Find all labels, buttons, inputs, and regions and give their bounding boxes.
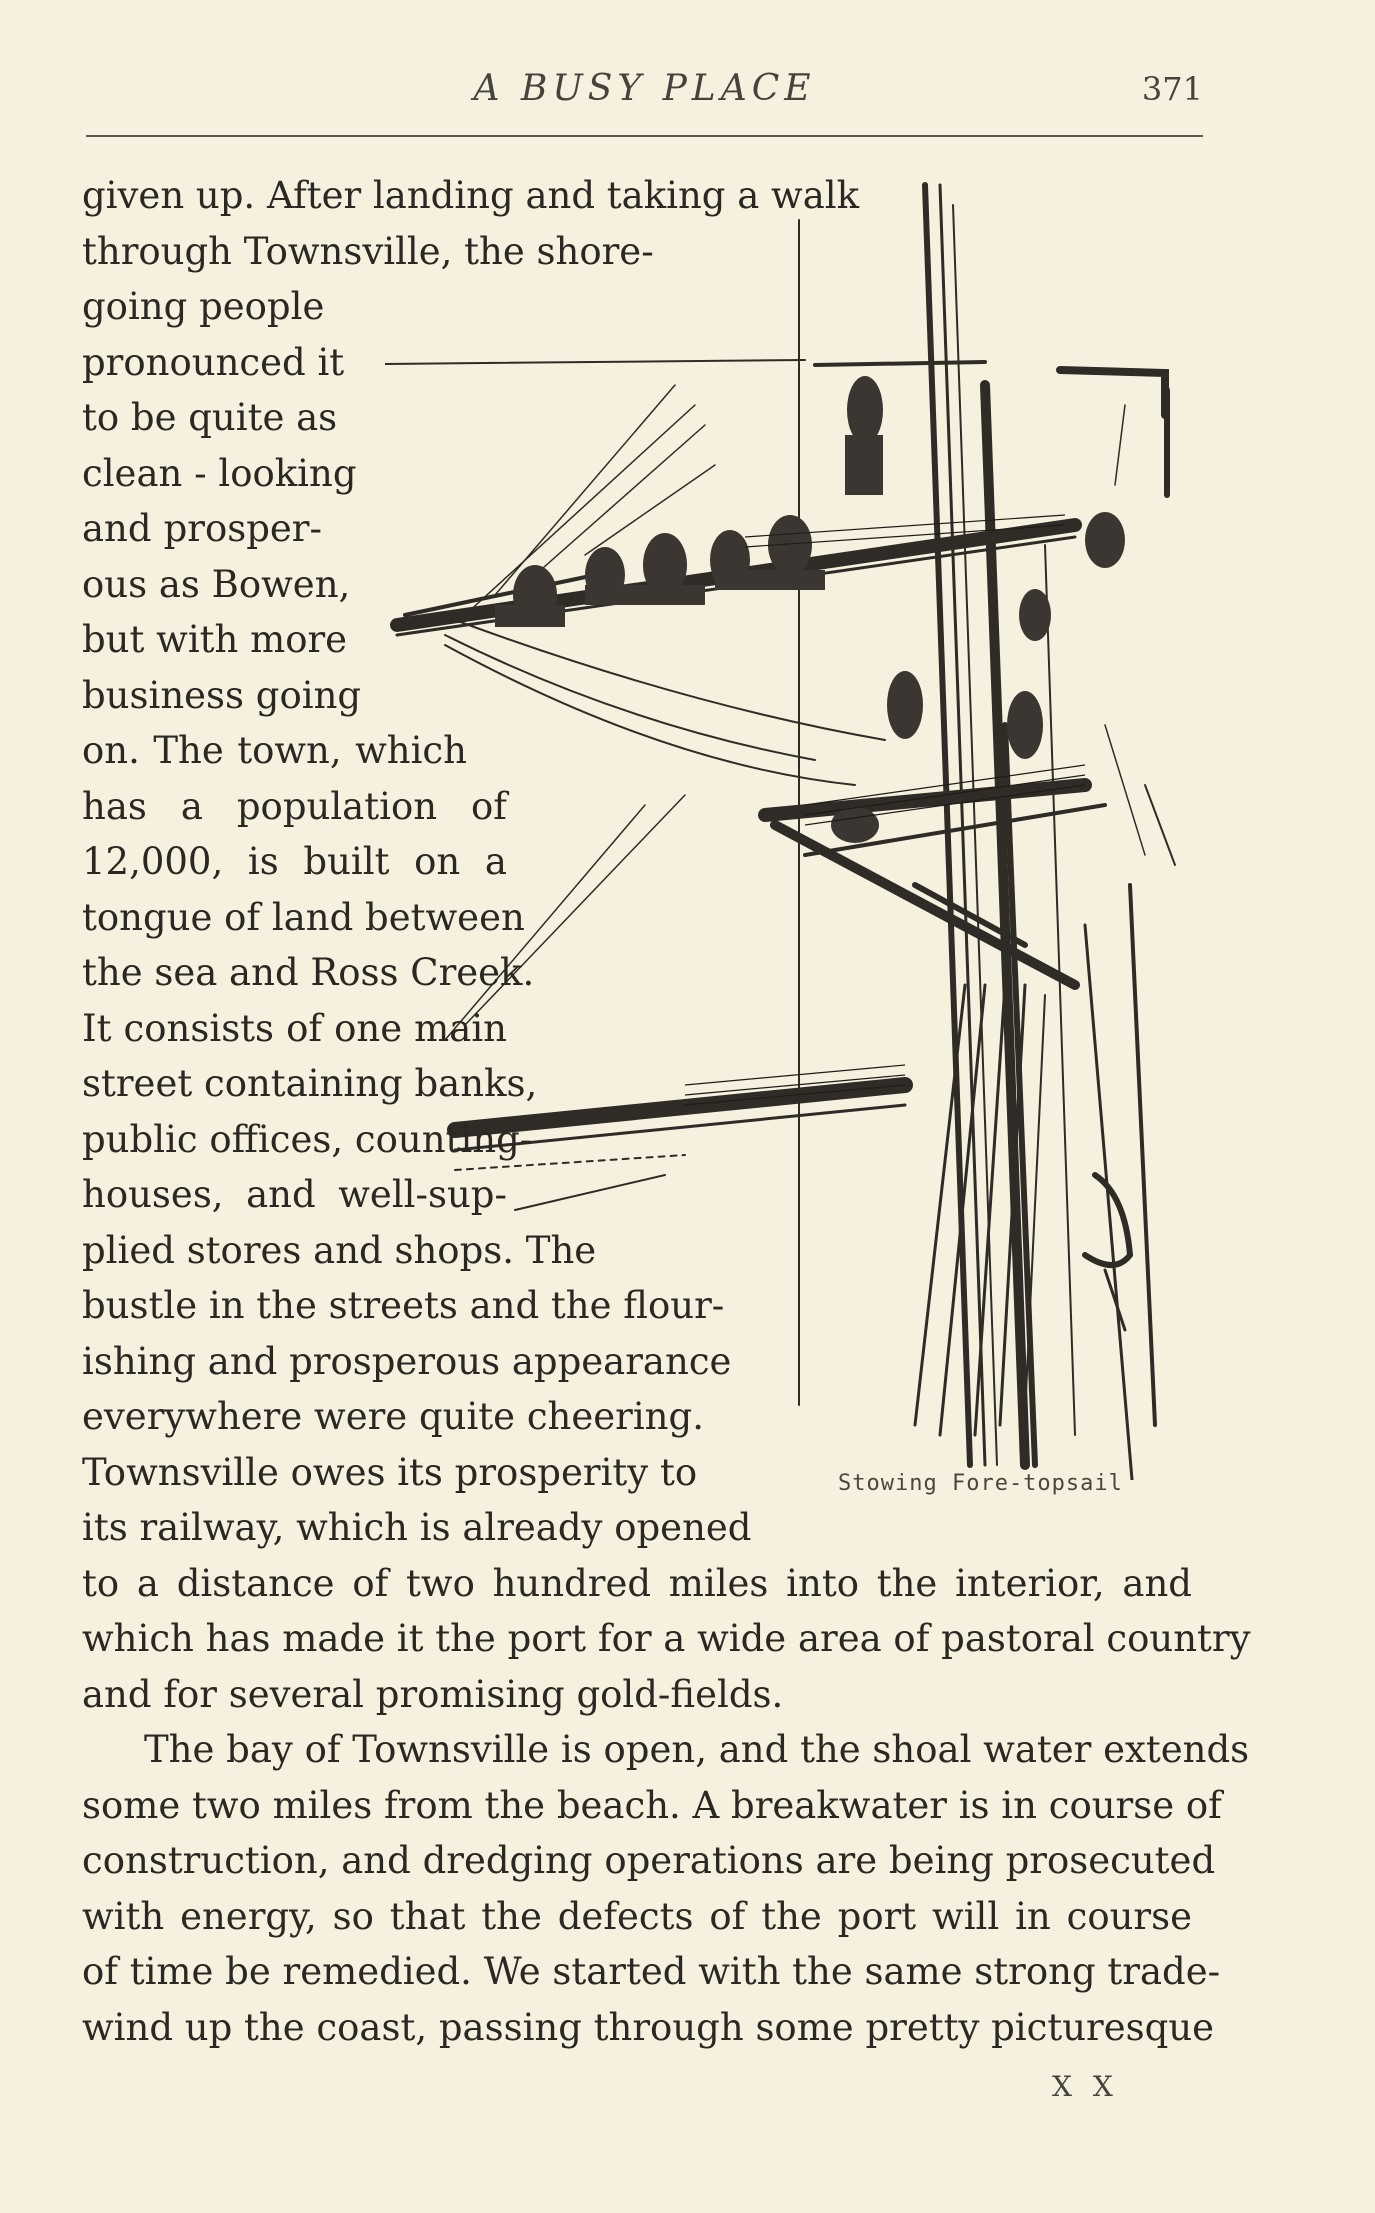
text-line: ishing and prosperous appearance — [82, 1339, 732, 1383]
text-line: through Townsville, the shore- — [82, 229, 654, 273]
text-line: of time be remedied. We started with the same strong trade- — [82, 1950, 1221, 1993]
text-line: public offices, counting- — [82, 1117, 533, 1161]
text-line: 12,000, is built on a — [82, 840, 507, 883]
text-line: clean - looking — [82, 451, 357, 495]
text-line: which has made it the port for a wide area of pastoral country — [82, 1617, 1251, 1660]
figure-caption: Stowing Fore-topsail — [838, 1471, 1123, 1496]
text-line: It consists of one main — [82, 1006, 507, 1050]
text-line: business going — [82, 673, 362, 717]
text-line: with energy, so that the defects of the port will in course — [82, 1894, 1192, 1938]
text-line: some two miles from the beach. A breakwater is in course of — [82, 1783, 1222, 1827]
text-line: to be quite as — [82, 396, 338, 439]
text-line: The bay of Townsville is open, and the shoal water extends — [144, 1728, 1250, 1771]
text-line: ous as Bowen, — [82, 562, 351, 606]
page-number: 371 — [1141, 70, 1203, 108]
running-head — [86, 62, 1203, 122]
header-rule — [86, 135, 1203, 137]
body-text — [82, 168, 1251, 2055]
text-line: Townsville owes its prosperity to — [82, 1450, 698, 1494]
text-line: street containing banks, — [82, 1062, 538, 1105]
text-line: wind up the coast, passing through some pretty picturesque — [82, 2005, 1215, 2049]
running-title: A BUSY PLACE — [473, 68, 816, 109]
text-line: given up. After landing and taking a walk — [82, 174, 860, 217]
text-line: going people — [82, 285, 325, 328]
text-line: but with more — [82, 618, 348, 661]
text-line: the sea and Ross Creek. — [82, 951, 535, 994]
text-line: and for several promising gold-fields. — [82, 1672, 784, 1716]
text-line: to a distance of two hundred miles into the interior, and — [82, 1561, 1192, 1605]
text-line: pronounced it — [82, 340, 345, 384]
text-line: everywhere were quite cheering. — [82, 1395, 704, 1438]
text-line: plied stores and shops. The — [82, 1228, 597, 1272]
text-line: and prosper- — [82, 507, 322, 550]
text-line: construction, and dredging operations are being prosecuted — [82, 1839, 1216, 1882]
text-line: houses, and well-sup- — [82, 1173, 507, 1216]
text-line: has a population of — [82, 784, 507, 828]
text-line: its railway, which is already opened — [82, 1506, 752, 1549]
signature-mark: X X — [1052, 2070, 1119, 2103]
text-line: bustle in the streets and the flour- — [82, 1284, 725, 1327]
text-line: tongue of land between — [82, 895, 525, 939]
text-line: on. The town, which — [82, 729, 467, 772]
